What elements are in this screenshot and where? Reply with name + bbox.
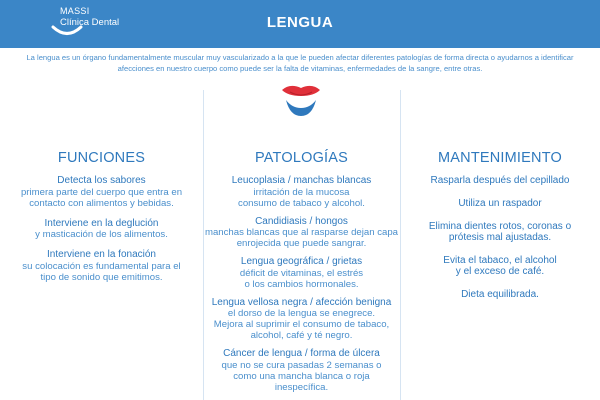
header-bar <box>0 0 600 48</box>
item-description: manchas blancas que al rasparse dejan capa enrojecida que puede sangrar. <box>204 227 399 249</box>
item-description: irritación de la mucosa consumo de tabaco y alcohol. <box>238 186 365 209</box>
item-title: Elimina dientes rotos, coronas o prótesis mal ajustadas. <box>428 221 572 243</box>
list-item <box>203 216 400 250</box>
item-title: Candidiasis / hongos <box>255 215 348 227</box>
item-title: Rasparla después del cepillado <box>430 175 570 186</box>
item-title: Lengua vellosa negra / afección benigna <box>211 296 392 308</box>
list-item <box>0 218 203 241</box>
item-description: primera parte del cuerpo que entra en contacto con alimentos y bebidas. <box>20 186 183 209</box>
funciones-heading: FUNCIONES <box>57 150 146 166</box>
item-title: Lengua geográfica / grietas <box>240 256 363 267</box>
item-description: y masticación de los alimentos. <box>35 229 168 240</box>
item-title: Cáncer de lengua / forma de úlcera <box>223 348 380 359</box>
item-title: Utiliza un raspador <box>458 198 542 209</box>
list-item <box>400 198 600 209</box>
list-item <box>203 256 400 290</box>
list-item <box>400 255 600 277</box>
tongue-mouth-icon <box>276 84 326 122</box>
intro-text: La lengua es un órgano fundamentalmente muscular muy vascularizado a la que le pueden afectar diferentes patologías de forma directa o ayudarnos a identificar afecciones en nuestro cuerpo como puede ser la falta de vitaminas, enfermedades de la sangre, entre otras. <box>26 53 574 73</box>
list-item <box>400 175 600 186</box>
list-item <box>400 289 600 300</box>
item-description: déficit de vitaminas, el estrés o los cambios hormonales. <box>239 267 364 290</box>
item-description: que no se cura pasadas 2 semanas o como una mancha blanca o roja inespecífica. <box>221 359 382 393</box>
item-title: Detecta los sabores <box>57 175 146 186</box>
item-description: su colocación es fundamental para el tipo de sonido que emitimos. <box>22 260 181 283</box>
item-title: Evita el tabaco, el alcohol y el exceso de café. <box>443 255 557 277</box>
list-item <box>203 348 400 393</box>
mantenimiento-column <box>400 150 600 312</box>
list-item <box>400 221 600 243</box>
list-item <box>0 175 203 209</box>
list-item <box>203 297 400 342</box>
item-description: el dorso de la lengua se enegrece. Mejora al suprimir el consumo de tabaco, alcohol, café y té negro. <box>213 308 390 341</box>
list-item <box>0 249 203 283</box>
item-title: Dieta equilibrada. <box>461 289 539 300</box>
item-title: Leucoplasia / manchas blancas <box>231 175 372 186</box>
patologias-heading: PATOLOGÍAS <box>254 150 349 166</box>
logo-subtitle: Clínica Dental <box>60 17 120 28</box>
patologias-column <box>203 150 400 400</box>
page-title: LENGUA <box>266 14 334 31</box>
funciones-column <box>0 150 203 292</box>
logo-brand: MASSI <box>60 6 90 16</box>
mantenimiento-heading: MANTENIMIENTO <box>438 150 562 166</box>
item-title: Interviene en la fonación <box>47 249 156 260</box>
list-item <box>203 175 400 209</box>
item-title: Interviene en la deglución <box>44 217 159 229</box>
